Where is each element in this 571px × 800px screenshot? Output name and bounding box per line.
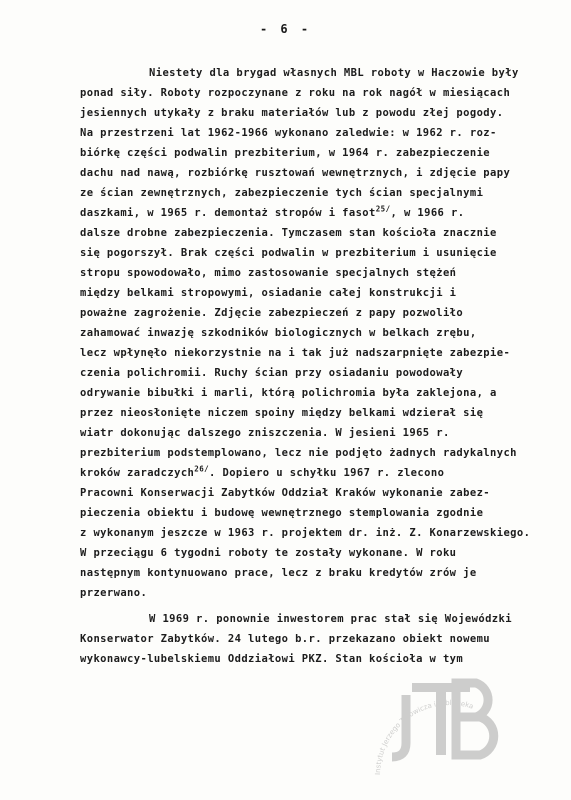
text-line: z wykonanym jeszcze w 1963 r. projektem dr. inż. Z. Konarzewskiego. [80,527,531,539]
text-segment: , w 1966 r. [390,207,465,219]
text-line: Niestety dla brygad własnych MBL roboty w Haczowie były [149,67,519,79]
text-line: dalsze drobne zabezpieczenia. Tymczasem stan kościoła znacznie [80,227,497,239]
page-number: - 6 - [259,22,312,36]
text-line: odrywanie bibułki i marli, którą polichromia była zaklejona, a [80,387,497,399]
text-line: pieczenia obiektu i budowę wewnętrznego stemplowania zgodnie [80,507,484,519]
text-line: wiatr dokonując dalszego zniszczenia. W jesieni 1965 r. [80,427,450,439]
footnote-ref: 26/ [194,464,210,474]
text-line: przez nieosłonięte niczem spoiny między belkami wdzierał się [80,407,484,419]
text-line: Pracowni Konserwacji Zabytków Oddział Kraków wykonanie zabez- [80,487,491,499]
library-watermark-stamp [350,665,540,795]
text-line: Na przestrzeni lat 1962-1966 wykonano zaledwie: w 1962 r. roz- [80,127,497,139]
text-line: Konserwator Zabytków. 24 lutego b.r. przekazano obiekt nowemu [80,633,491,645]
text-line: wykonawcy-lubelskiemu Oddziałowi PKZ. Stan kościoła w tym [80,653,464,665]
text-line: stropu spowodowało, mimo zastosowanie specjalnych stężeń [80,267,457,279]
text-line: prezbiterium podstemplowano, lecz nie podjęto żadnych radykalnych [80,447,517,459]
text-line: W 1969 r. ponownie inwestorem prac stał się Wojewódzki [149,613,512,625]
text-line: zahamować inwazję szkodników biologicznych w belkach zrębu, [80,327,477,339]
text-line: ze ścian zewnętrznych, zabezpieczenie tych ścian specjalnymi [80,187,484,199]
text-segment: . Dopiero u schyłku 1967 r. zlecono [209,467,445,479]
text-segment: daszkami, w 1965 r. demontaż stropów i fasot [80,207,376,219]
text-line [80,466,444,480]
text-line: dachu nad nawą, rozbiórkę rusztowań wewnętrznych, i zdjęcie papy [80,167,511,179]
text-line: jesiennych utykały z braku materiałów lub z powodu złej pogody. [80,107,504,119]
text-line: biórkę części podwalin prezbiterium, w 1964 r. zabezpieczenie [80,147,491,159]
text-line: następnym kontynuowano prace, lecz z braku kredytów zrów je [80,567,477,579]
text-segment: kroków zaradczych [80,467,195,479]
text-line: się pogorszył. Brak części podwalin w prezbiterium i usunięcie [80,247,497,259]
text-line: między belkami stropowymi, osiadanie całej konstrukcji i [80,287,457,299]
stamp-bar [436,683,446,755]
text-line: W przeciągu 6 tygodni roboty te zostały wykonane. W roku [80,547,457,559]
stamp-letter-b [456,683,494,755]
footnote-ref: 25/ [375,204,391,214]
text-line: ponad siły. Roboty rozpoczynane z roku na rok nagół w miesiącach [80,87,511,99]
text-line [80,206,464,220]
text-line: czenia polichromii. Ruchy ścian przy osiadaniu powodowały [80,367,464,379]
text-line: poważne zagrożenie. Zdjęcie zabezpieczeń z papy pozwoliło [80,307,464,319]
text-line: lecz wpłynęło niekorzystnie na i tak już nadszarpnięte zabezpie- [80,347,511,359]
text-line: przerwano. [80,587,148,599]
stamp-ring-text-path: Instytut Jerzego Turowicza i Biblioteka [373,698,475,776]
